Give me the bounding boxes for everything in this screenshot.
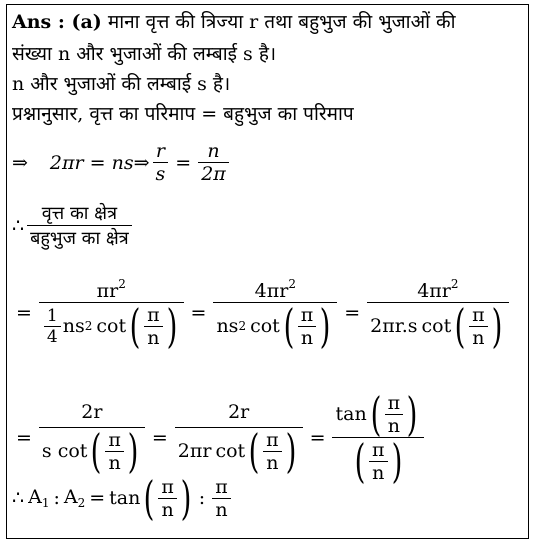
eq4-fraction-3 <box>332 387 424 488</box>
eq3-f3-den-text: 2πr.s <box>370 315 418 337</box>
eq1-frac-n-2pi <box>198 140 229 185</box>
eq3-fraction-1 <box>39 277 184 353</box>
answer-box <box>6 4 529 539</box>
eq4-fraction-2 <box>175 401 303 478</box>
answer-line-1 <box>12 11 456 33</box>
pi-over-n <box>369 439 388 484</box>
pi-over-n-paren: ( $\frac{\pi}{n}$ ) <box>370 387 418 441</box>
pi-over-n-paren: ( $\frac{\pi}{n}$ ) <box>354 434 402 488</box>
a2-label <box>64 486 85 510</box>
cot-label: cot <box>250 315 280 337</box>
pi-over-n-paren: ( $\frac{\pi}{n}$ ) <box>91 424 139 478</box>
pi-symbol: π <box>263 429 282 452</box>
a2-subscript: 2 <box>77 496 86 510</box>
a1-letter: A <box>28 486 42 508</box>
eq3-f2-den <box>213 299 337 353</box>
eq3-f2-num-text: 4πr <box>254 280 289 302</box>
eq3-f1-num-sup: 2 <box>118 277 126 291</box>
quarter-den: 4 <box>46 326 58 347</box>
eq3-f3-num <box>367 277 509 303</box>
eq3-fraction-2 <box>213 277 337 353</box>
pi-over-n <box>298 304 317 349</box>
pi-over-n-paren: ( $\frac{\pi}{n}$ ) <box>283 299 331 353</box>
eq4-f1-den-text: s cot <box>41 440 88 462</box>
equation-2 <box>12 201 135 250</box>
eq3-f1-num-text: πr <box>96 280 119 302</box>
quarter-fraction <box>44 306 61 347</box>
cot-label: cot <box>421 315 452 337</box>
equals-sign: = <box>16 426 32 449</box>
pi-symbol: π <box>158 476 177 499</box>
eq4-f3-num <box>332 387 424 441</box>
pi-over-n <box>144 304 163 349</box>
eq3-f2-den-sup: 2 <box>238 319 247 333</box>
pi-over-n-paren: ( $\frac{\pi}{n}$ ) <box>454 299 503 353</box>
pi-over-n <box>105 429 124 474</box>
eq4-f1-den <box>39 424 145 478</box>
pi-symbol: π <box>212 476 231 499</box>
eq1-frac-r-s <box>153 140 169 185</box>
equals-sign: = <box>89 487 106 509</box>
equation-4-clip <box>7 385 528 488</box>
n-symbol: n <box>472 326 485 349</box>
eq3-f3-den <box>367 299 509 353</box>
n-symbol: n <box>147 326 160 349</box>
cot-label: cot <box>96 315 127 337</box>
eq1-frac2-den: 2π <box>201 163 226 185</box>
eq3-f1-den <box>39 299 184 353</box>
n-symbol: n <box>108 451 121 474</box>
implies-symbol: ⇒ <box>12 151 28 174</box>
eq3-f2-num-sup: 2 <box>288 277 296 291</box>
eq1-frac-den: s <box>155 163 166 185</box>
pi-over-n-paren: ( $\frac{\pi}{n}$ ) <box>143 471 192 525</box>
eq3-f1-den-sup: 2 <box>84 319 93 333</box>
answer-text-1: माना वृत्त की त्रिज्या r तथा बहुभुज की भुजाओं की <box>107 11 456 33</box>
eq1-left: 2πr = ns <box>49 151 134 174</box>
answer-line-4: प्रश्नानुसार, वृत्त का परिमाप = बहुभुज का परिमाप <box>12 103 354 125</box>
ratio-colon: : <box>53 487 60 509</box>
equals-sign: = <box>16 302 32 324</box>
pi-over-n <box>212 476 231 521</box>
n-symbol: n <box>215 498 228 521</box>
pi-over-n <box>385 392 404 437</box>
eq4-f2-num: 2r <box>175 401 303 428</box>
pi-symbol: π <box>469 304 488 327</box>
equation-1 <box>12 140 232 185</box>
area-ratio-fraction <box>27 201 132 250</box>
eq3-f1-num <box>39 277 184 303</box>
quarter-num: 1 <box>44 306 61 327</box>
equation-3 <box>12 277 512 353</box>
therefore-symbol: ∴ <box>12 487 25 509</box>
eq4-f2-den <box>175 424 303 478</box>
answer-line-3: n और भुजाओं की लम्बाई s है। <box>12 73 231 95</box>
eq4-f2-den-top: 2πr <box>177 440 212 462</box>
pi-symbol: π <box>385 392 404 415</box>
eq3-f1-den-text: ns <box>62 315 85 337</box>
eq3-f3-num-text: 4πr <box>417 280 451 302</box>
pi-over-n-paren: ( $\frac{\pi}{n}$ ) <box>248 424 296 478</box>
therefore-symbol: ∴ <box>12 214 25 237</box>
n-symbol: n <box>300 326 314 349</box>
eq4-f3-den <box>332 434 424 488</box>
n-symbol: n <box>266 451 279 474</box>
pi-over-n <box>158 476 177 521</box>
eq1-frac-num: r <box>153 140 169 163</box>
equation-5 <box>12 471 234 525</box>
n-symbol: n <box>372 461 385 484</box>
eq3-f2-den-text: ns <box>216 315 239 337</box>
pi-symbol: π <box>369 439 388 462</box>
pi-over-n-paren: ( $\frac{\pi}{n}$ ) <box>129 299 177 353</box>
pi-symbol: π <box>144 304 163 327</box>
pi-over-n <box>263 429 282 474</box>
eq3-f3-num-sup: 2 <box>450 277 459 291</box>
n-symbol: n <box>387 414 401 437</box>
ratio-colon: : <box>198 487 206 509</box>
a2-letter: A <box>63 486 78 508</box>
equals-sign: = <box>309 426 326 449</box>
answer-label: Ans : (a) <box>12 11 102 33</box>
eq4-fraction-1 <box>39 401 145 478</box>
answer-line-2: संख्या n और भुजाओं की लम्बाई s है। <box>12 43 277 65</box>
eq3-fraction-3 <box>367 277 509 353</box>
equals-sign: = <box>151 426 168 449</box>
implies-symbol: ⇒ <box>133 151 150 174</box>
equals-sign: = <box>175 151 192 174</box>
tan-label: tan <box>335 403 367 425</box>
polygon-area-label: बहुभुज का क्षेत्र <box>30 228 129 249</box>
tan-label: tan <box>109 487 141 509</box>
equation-4 <box>12 387 427 488</box>
equals-sign: = <box>190 302 207 324</box>
eq4-f1-num: 2r <box>39 401 145 428</box>
a1-label <box>28 486 49 510</box>
equals-sign: = <box>344 302 361 324</box>
pi-symbol: π <box>298 304 317 327</box>
circle-area-label: वृत्त का क्षेत्र <box>27 201 132 226</box>
pi-over-n <box>469 304 488 349</box>
cot-label: cot <box>215 440 246 462</box>
eq1-frac2-num: n <box>198 140 229 163</box>
n-symbol: n <box>161 498 174 521</box>
pi-symbol: π <box>105 429 124 452</box>
a1-subscript: 1 <box>41 496 50 510</box>
